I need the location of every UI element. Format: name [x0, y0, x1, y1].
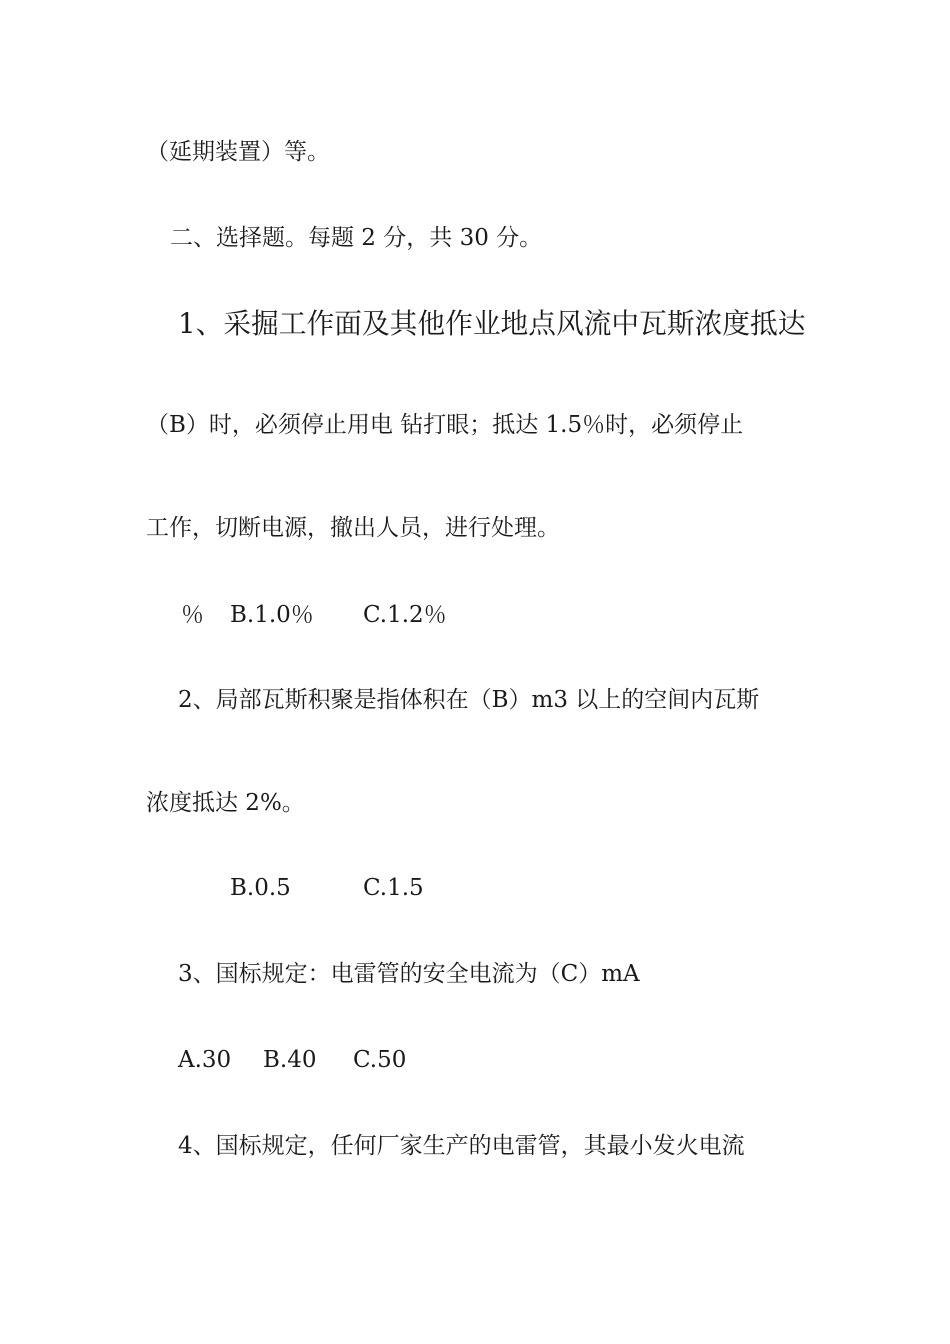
- q3-option-a: A.30: [178, 1047, 232, 1073]
- q1-line-a: [178, 309, 806, 339]
- q2-line-b: 浓度抵达 2%。: [146, 790, 305, 816]
- q2-line-a: 2、局部瓦斯积聚是指体积在（B）m3 以上的空间内瓦斯: [178, 687, 760, 713]
- q1-option-b: B.1.0％: [230, 602, 314, 628]
- q2-option-b: B.0.5: [230, 875, 291, 901]
- continuation-line: （延期装置）等。: [146, 139, 330, 165]
- q3-line-a: 3、国标规定：电雷管的安全电流为（C）mA: [178, 961, 640, 987]
- q4-line-a: 4、国标规定，任何厂家生产的电雷管，其最小发火电流: [178, 1133, 745, 1159]
- q1-line-a-text: 1、采掘工作面及其他作业地点风流中瓦斯浓度抵达: [178, 307, 806, 340]
- q3-option-c: C.50: [353, 1047, 407, 1073]
- q3-option-b: B.40: [263, 1047, 317, 1073]
- q2-option-c: C.1.5: [363, 875, 424, 901]
- q1-option-c: C.1.2％: [363, 602, 447, 628]
- q1-line-b: （B）时，必须停止用电 钻打眼；抵达 1.5％时，必须停止: [146, 412, 744, 438]
- section-heading: 二、选择题。每题 2 分，共 30 分。: [170, 225, 543, 251]
- q1-option-a: ％: [181, 602, 204, 628]
- q1-line-c: 工作，切断电源，撤出人员，进行处理。: [146, 515, 560, 541]
